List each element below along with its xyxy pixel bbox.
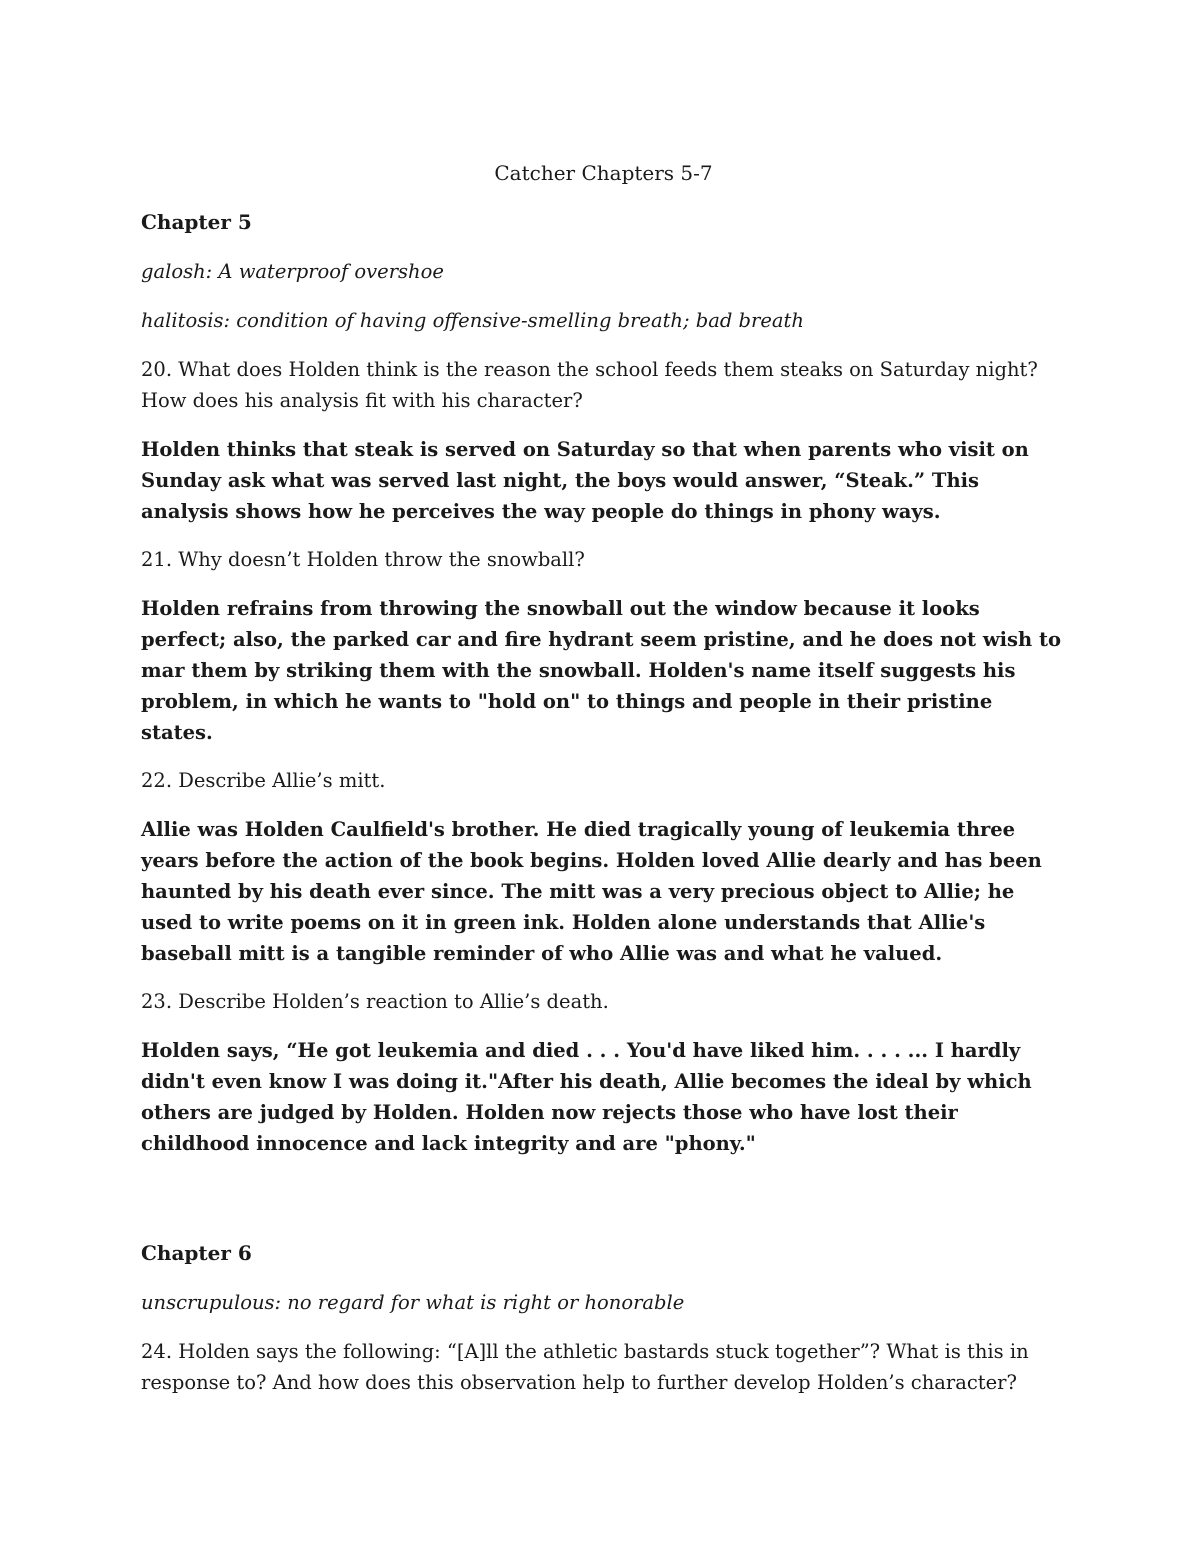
vocab-unscrupulous: unscrupulous: no regard for what is right or honorable: [141, 1291, 685, 1314]
answer-22: Allie was Holden Caulfield's brother. He died tragically young of leukemia three years before the action of the book begins. Holden loved Allie dearly and has been haunted by his death ever since. The mitt was a very precious object to Allie; he used to write poems on it in green ink. Holden alone understands that Allie's baseball mitt is a tangible reminder of who Allie was and what he valued.: [141, 818, 1042, 965]
answer-23: Holden says, “He got leukemia and died . . . You'd have liked him. . . . ... I hardly didn't even know I was doing it."After his death, Allie becomes the ideal by which others are judged by Holden. Holden now rejects those who have lost their childhood innocence and lack integrity and are "phony.": [141, 1039, 1032, 1155]
question-21: 21. Why doesn’t Holden throw the snowball?: [141, 548, 585, 571]
vocab-galosh: galosh: A waterproof overshoe: [141, 260, 444, 283]
question-20: 20. What does Holden think is the reason the school feeds them steaks on Saturday night? How does his analysis fit with his character?: [141, 358, 1038, 412]
question-22: 22. Describe Allie’s mitt.: [141, 769, 386, 792]
answer-21: Holden refrains from throwing the snowball out the window because it looks perfect; also, the parked car and fire hydrant seem pristine, and he does not wish to mar them by striking them with the snowball. Holden's name itself suggests his problem, in which he wants to "hold on" to things and people in their pristine states.: [141, 597, 1061, 744]
question-23: 23. Describe Holden’s reaction to Allie’s death.: [141, 990, 609, 1013]
document-title: Catcher Chapters 5-7: [494, 161, 713, 185]
question-24: 24. Holden says the following: “[A]ll the athletic bastards stuck together”? What is this in response to? And how does this observation help to further develop Holden’s character?: [141, 1340, 1029, 1394]
chapter-6-heading: Chapter 6: [141, 1241, 252, 1265]
document-body: [141, 158, 1066, 1416]
chapter-5-heading: Chapter 5: [141, 210, 252, 234]
section-gap: [141, 1176, 1066, 1238]
vocab-halitosis: halitosis: condition of having offensive-smelling breath; bad breath: [141, 309, 804, 332]
answer-20: Holden thinks that steak is served on Saturday so that when parents who visit on Sunday ask what was served last night, the boys would answer, “Steak.” This analysis shows how he perceives the way people do things in phony ways.: [141, 438, 1029, 523]
